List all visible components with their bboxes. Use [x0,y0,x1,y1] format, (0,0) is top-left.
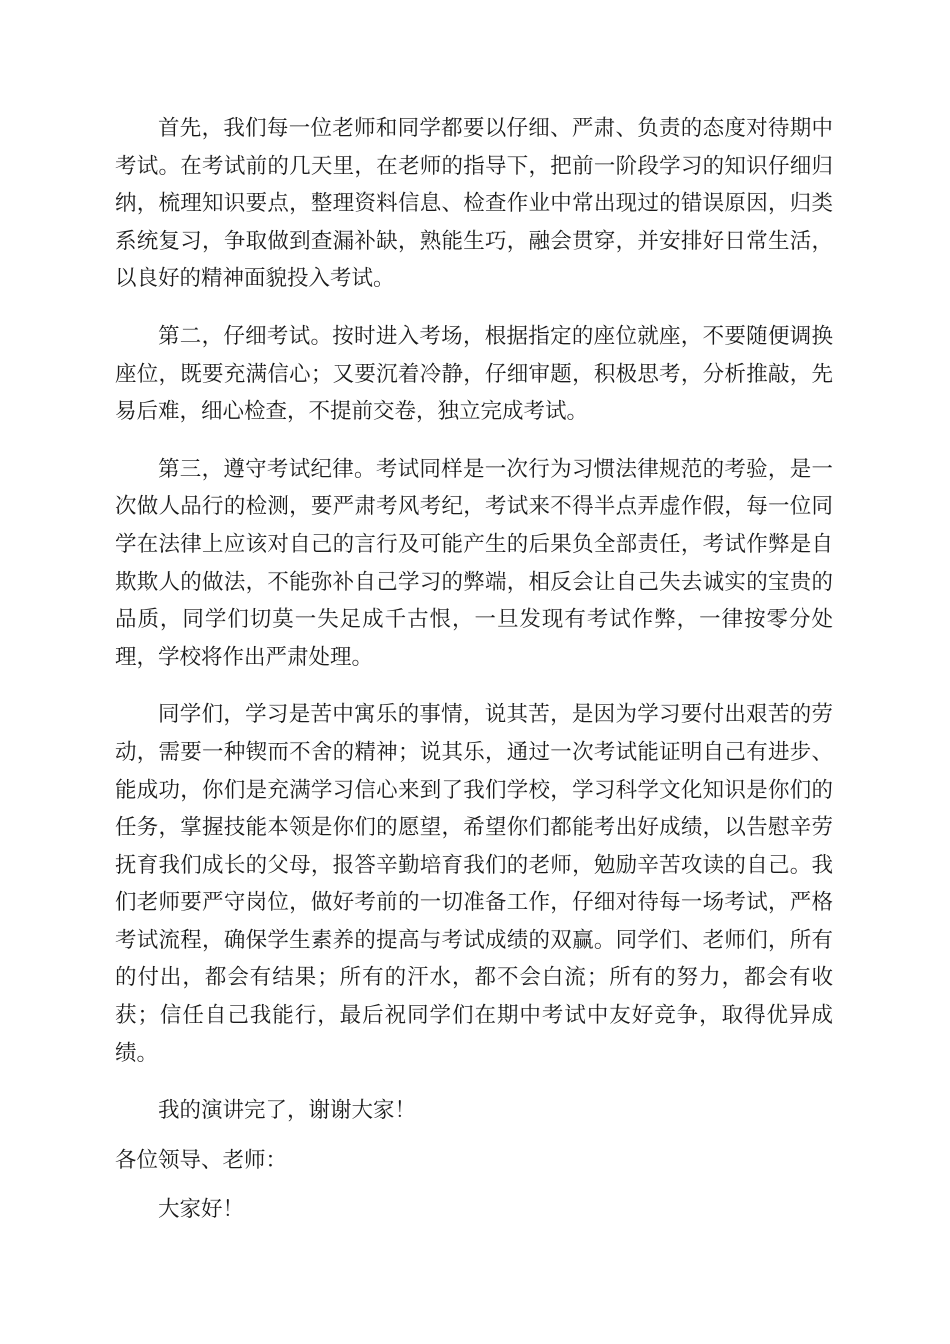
paragraph-closing: 我的演讲完了，谢谢大家！ [158,1098,417,1124]
document-page [115,110,833,1241]
paragraph-second: 第二，仔细考试。按时进入考场，根据指定的座位就座，不要随便调换座位，既要充满信心；又要沉着冷静，仔细审题，积极思考，分析推敲，先易后难，细心检查，不提前交卷，独立完成考试。 [115,323,833,425]
paragraph-students: 同学们，学习是苦中寓乐的事情，说其苦，是因为学习要付出艰苦的劳动，需要一种锲而不舍的精神；说其乐，通过一次考试能证明自己有进步、能成功，你们是充满学习信心来到了我们学校，学习科学文化知识是你们的任务，掌握技能本领是你们的愿望，希望你们都能考出好成绩，以告慰辛劳抚育我们成长的父母，报答辛勤培育我们的老师，勉励辛苦攻读的自己。我们老师要严守岗位，做好考前的一切准备工作，仔细对待每一场考试，严格考试流程，确保学生素养的提高与考试成绩的双赢。同学们、老师们，所有的付出，都会有结果；所有的汗水，都不会白流；所有的努力，都会有收获；信任自己我能行，最后祝同学们在期中考试中友好竞争，取得优异成绩。 [115,702,833,1066]
paragraph-salutation: 各位领导、老师： [115,1147,288,1173]
paragraph-greeting: 大家好！ [158,1197,245,1223]
paragraph-first: 首先，我们每一位老师和同学都要以仔细、严肃、负责的态度对待期中考试。在考试前的几天里，在老师的指导下，把前一阶段学习的知识仔细归纳，梳理知识要点，整理资料信息、检查作业中常出现过的错误原因，归类系统复习，争取做到查漏补缺，熟能生巧，融会贯穿，并安排好日常生活，以良好的精神面貌投入考试。 [115,116,833,292]
paragraph-third: 第三，遵守考试纪律。考试同样是一次行为习惯法律规范的考验，是一次做人品行的检测，要严肃考风考纪，考试来不得半点弄虚作假，每一位同学在法律上应该对自己的言行及可能产生的后果负全部责任，考试作弊是自欺欺人的做法，不能弥补自己学习的弊端，相反会让自己失去诚实的宝贵的品质，同学们切莫一失足成千古恨，一旦发现有考试作弊，一律按零分处理，学校将作出严肃处理。 [115,456,833,670]
